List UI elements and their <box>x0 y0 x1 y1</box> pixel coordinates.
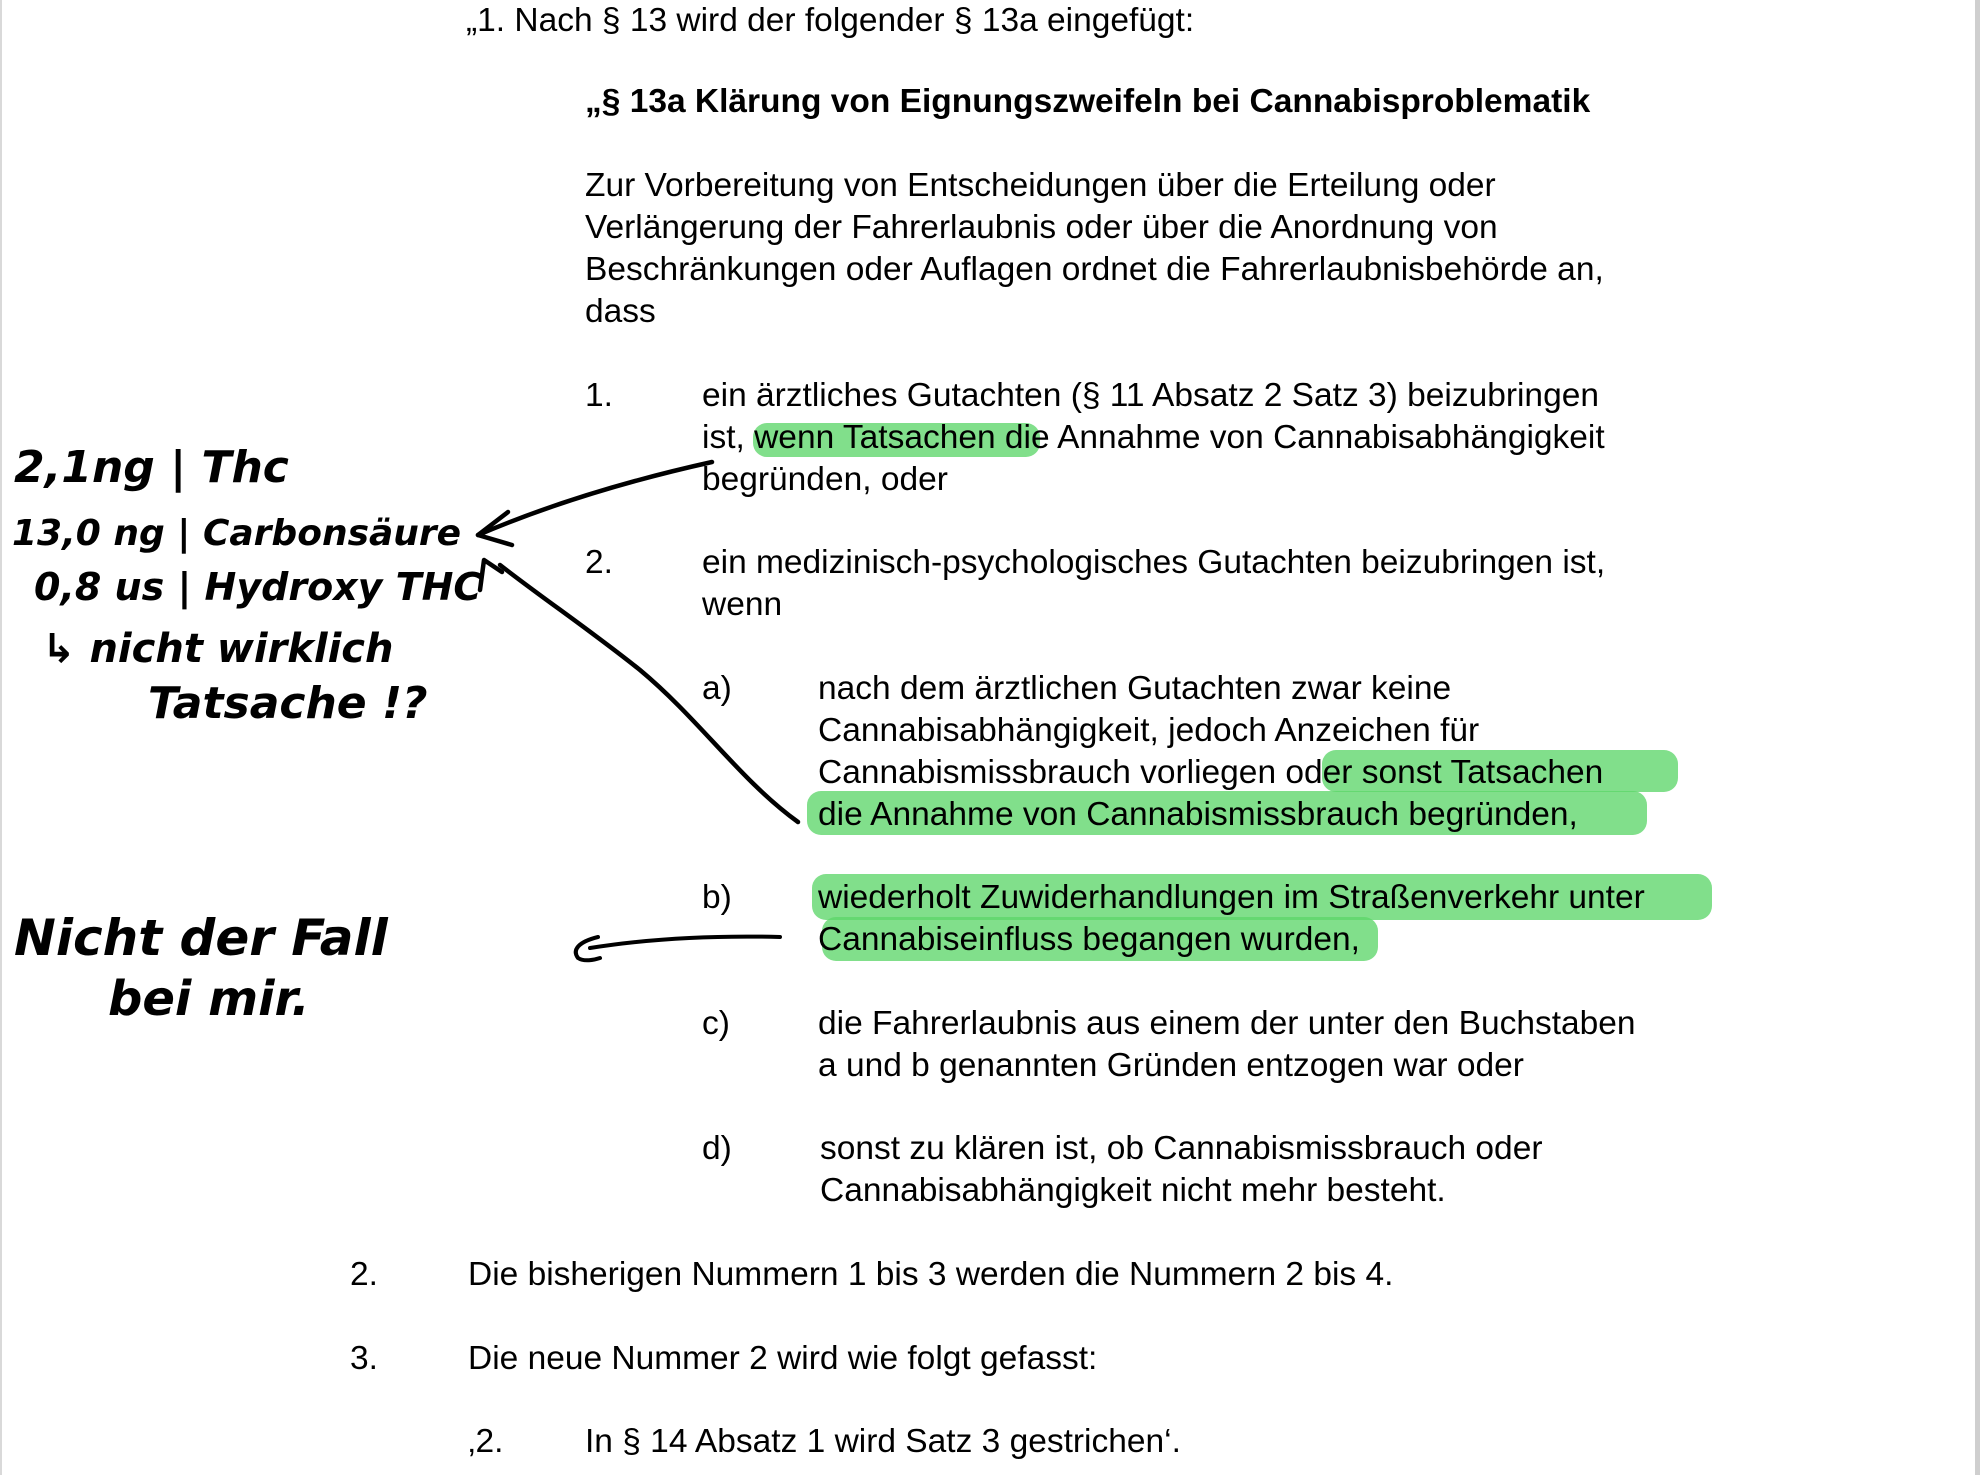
arrow-line-to-sub-b <box>590 937 780 948</box>
arrow-line-to-sub-a <box>500 565 798 822</box>
para-line-4: dass <box>585 293 656 330</box>
para-line-2: Verlängerung der Fahrerlaubnis oder über die Anordnung von <box>585 209 1498 246</box>
item-2-line-2: wenn <box>702 586 783 623</box>
note-line-tatsache: Tatsache !? <box>148 678 428 729</box>
arrow-line-to-wenn-tatsachen <box>478 462 712 535</box>
para-line-3: Beschränkungen oder Auflagen ordnet die Fahrerlaubnisbehörde an, <box>585 251 1604 288</box>
item-2-line-1: ein medizinisch-psychologisches Gutachten beizubringen ist, <box>702 544 1606 581</box>
item-1-number: 1. <box>585 377 613 414</box>
outer-2-text: Die bisherigen Nummern 1 bis 3 werden die Nummern 2 bis 4. <box>468 1256 1394 1293</box>
note-line-thc: 2,1ng | Thc <box>14 442 289 493</box>
sub-a-line-1: nach dem ärztlichen Gutachten zwar keine <box>818 670 1452 707</box>
item-1-line-3: begründen, oder <box>702 461 948 498</box>
handwritten-note-not-my-case <box>14 909 389 1027</box>
handwritten-note-values <box>12 442 481 729</box>
sub-b-line-1: wiederholt Zuwiderhandlungen im Straßenverkehr unter <box>818 879 1645 916</box>
item-2-number: 2. <box>585 544 613 581</box>
item-1-line-1: ein ärztliches Gutachten (§ 11 Absatz 2 Satz 3) beizubringen <box>702 377 1599 414</box>
sub-a-label: a) <box>702 670 732 707</box>
quote-2-text: In § 14 Absatz 1 wird Satz 3 gestrichen‘. <box>585 1423 1181 1460</box>
outer-3-number: 3. <box>350 1340 378 1377</box>
sub-b-line-2: Cannabiseinfluss begangen wurden, <box>818 921 1360 958</box>
sub-d-line-2: Cannabisabhängigkeit nicht mehr besteht. <box>820 1172 1446 1209</box>
sub-c-line-1: die Fahrerlaubnis aus einem der unter den Buchstaben <box>818 1005 1636 1042</box>
quote-2-number: ‚2. <box>468 1423 504 1460</box>
intro-line: „1. Nach § 13 wird der folgender § 13a eingefügt: <box>466 2 1195 39</box>
sub-b-label: b) <box>702 879 732 916</box>
item-1-line-2: ist, wenn Tatsachen die Annahme von Cannabisabhängigkeit <box>702 419 1605 456</box>
section-heading: „§ 13a Klärung von Eignungszweifeln bei Cannabisproblematik <box>585 83 1591 120</box>
sub-d-label: d) <box>702 1130 732 1167</box>
note-line-carbonsaeure: 13,0 ng | Carbonsäure <box>12 513 462 554</box>
para-line-1: Zur Vorbereitung von Entscheidungen über die Erteilung oder <box>585 167 1496 204</box>
sub-a-line-4: die Annahme von Cannabismissbrauch begründen, <box>818 796 1578 833</box>
note-line-hydroxy: 0,8 us | Hydroxy THC <box>34 565 482 609</box>
outer-3-text: Die neue Nummer 2 wird wie folgt gefasst: <box>468 1340 1098 1377</box>
sub-d-line-1: sonst zu klären ist, ob Cannabismissbrauch oder <box>820 1130 1543 1167</box>
outer-2-number: 2. <box>350 1256 378 1293</box>
note-line-bei-mir: bei mir. <box>108 971 310 1027</box>
note-line-nicht-wirklich: ↳ nicht wirklich <box>42 626 394 672</box>
sub-c-line-2: a und b genannten Gründen entzogen war oder <box>818 1047 1524 1084</box>
note-line-nicht-der-fall: Nicht der Fall <box>14 909 388 967</box>
sub-a-line-2: Cannabisabhängigkeit, jedoch Anzeichen für <box>818 712 1480 749</box>
sub-c-label: c) <box>702 1005 730 1042</box>
sub-a-line-3: Cannabismissbrauch vorliegen oder sonst Tatsachen <box>818 754 1604 791</box>
